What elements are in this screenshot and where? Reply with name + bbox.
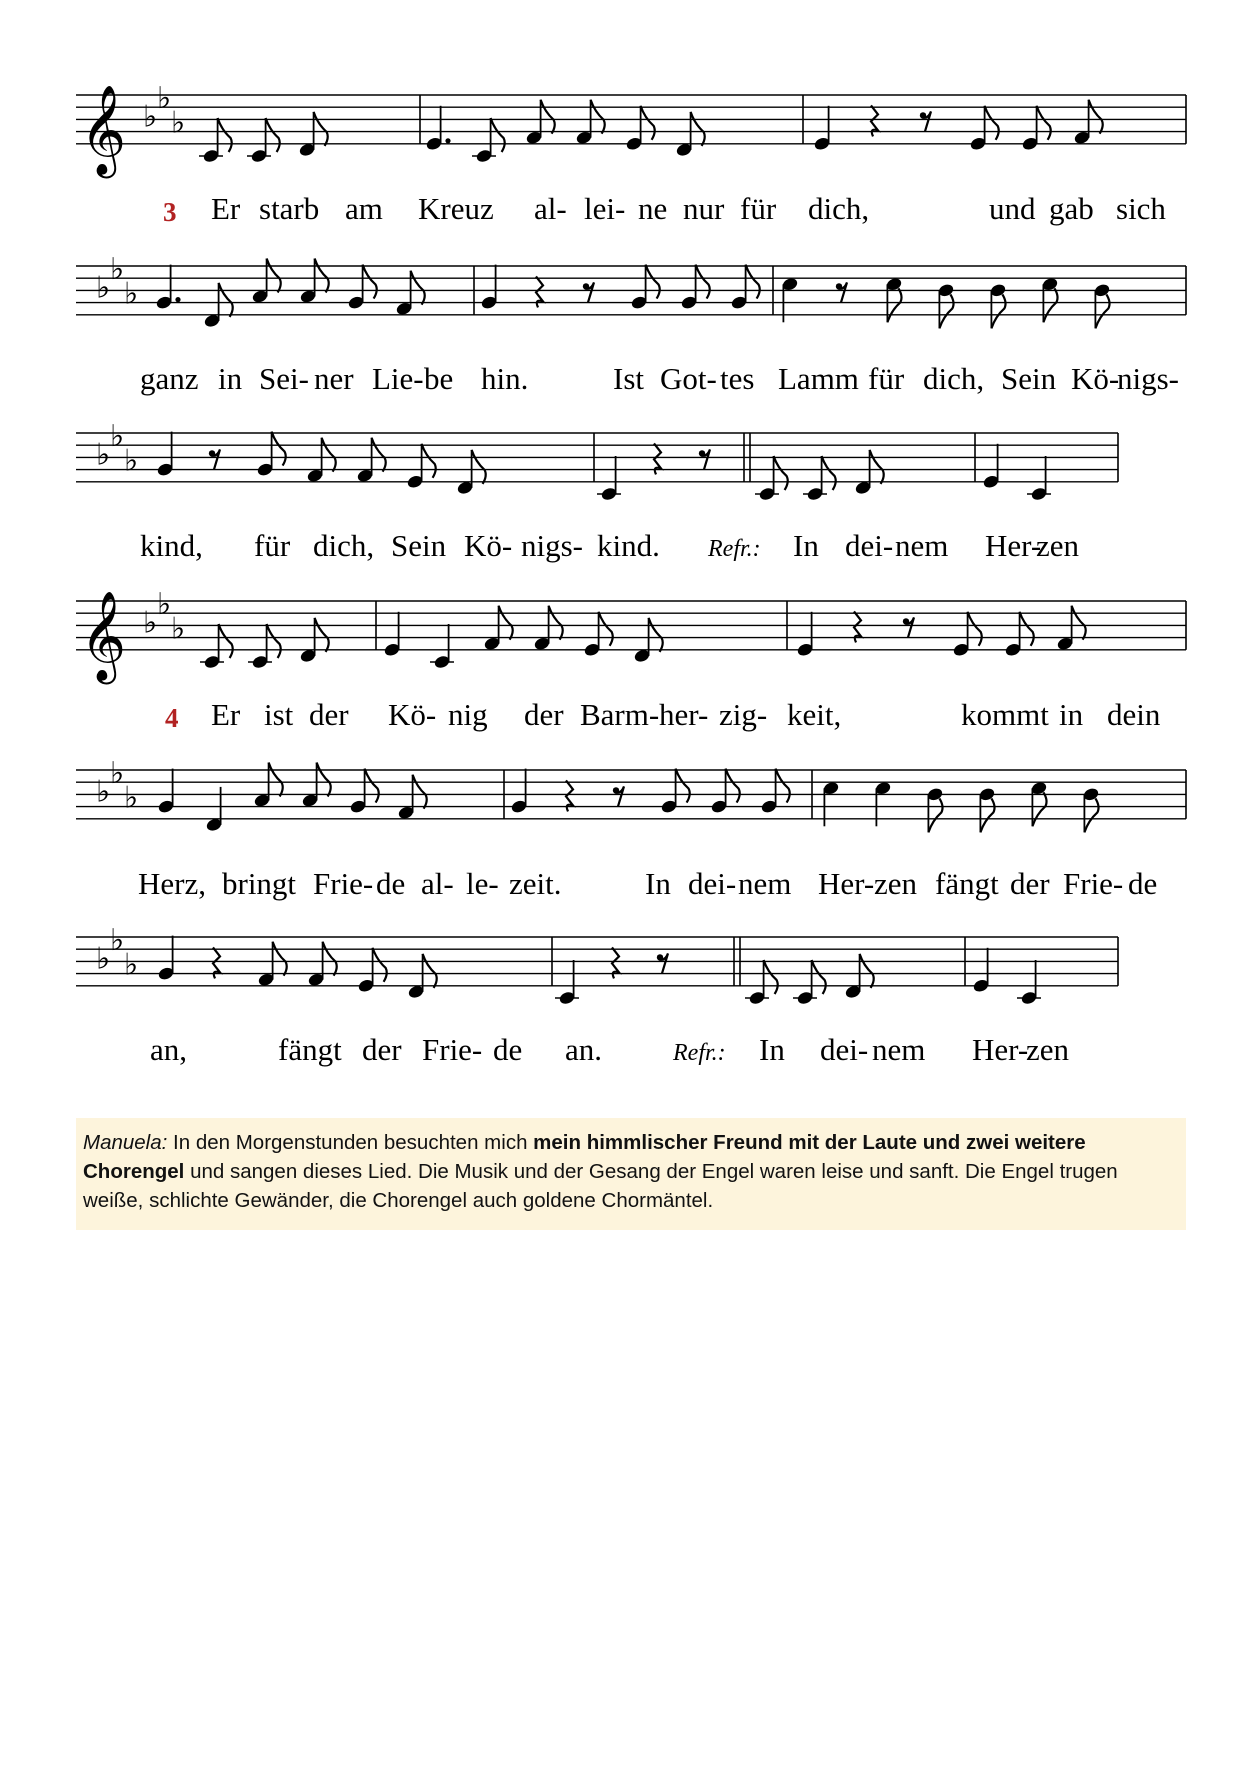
lyric-syllable: Kö- [464, 528, 513, 563]
note-flag [860, 954, 874, 988]
lyric-syllable: Lie- [372, 361, 424, 396]
note-flag [746, 265, 760, 299]
note-flag [985, 106, 999, 140]
lyric-syllable: für [868, 361, 905, 396]
flat-icon: ♭ [143, 605, 158, 641]
flat-icon: ♭ [171, 105, 186, 141]
note-flag [812, 960, 826, 994]
note-flag [676, 769, 690, 803]
lyric-syllable: dich, [808, 191, 870, 226]
note-flag [939, 294, 953, 328]
note-flag [968, 612, 982, 646]
note-flag [1084, 798, 1098, 832]
lyric-syllable: her- [659, 697, 709, 732]
flat-icon: ♭ [157, 81, 172, 117]
lyric-syllable: zen [1026, 1032, 1070, 1067]
lyric-syllable: kommt [961, 697, 1049, 732]
flat-icon: ♭ [143, 99, 158, 135]
note-flag [549, 606, 563, 640]
lyric-syllable: Her- [972, 1032, 1029, 1067]
lyric-syllable: lei- [584, 191, 626, 226]
flat-icon: ♭ [124, 276, 139, 312]
flat-icon: ♭ [157, 587, 172, 623]
note-flag [491, 118, 505, 152]
lyric-syllable: an, [150, 1032, 188, 1067]
lyric-syllable: bringt [222, 866, 297, 901]
note-flag [726, 769, 740, 803]
note-flag [372, 438, 386, 472]
lyric-syllable: Frie- [313, 866, 374, 901]
refrain-label: Refr.: [708, 536, 761, 562]
note-flag [323, 942, 337, 976]
lyric-syllable: nigs- [521, 528, 583, 563]
lyric-syllable: Her- [985, 528, 1042, 563]
lyric-syllable: de [1128, 866, 1158, 901]
note-flag [1020, 612, 1034, 646]
lyric-syllable: Got- [660, 361, 717, 396]
commentary-text: und sangen dieses Lied. Die Musik und der Gesang der Engel waren leise und sanft. Die Engel trugen weiße, schlichte Gewänder, die Chorengel auch goldene Chormäntel. [83, 1160, 1118, 1212]
note-flag [822, 456, 836, 490]
note-flag [696, 265, 710, 299]
lyric-syllable: nur [683, 191, 725, 226]
lyric-syllable: Kö- [388, 697, 437, 732]
lyric-syllable: In [793, 528, 819, 563]
lyric-syllable: der [524, 697, 564, 732]
flat-icon: ♭ [124, 443, 139, 479]
note-flag [764, 960, 778, 994]
note-flag [776, 769, 790, 803]
lyric-syllable: Er [211, 191, 241, 226]
note-flag [267, 259, 281, 293]
note-flag [365, 769, 379, 803]
lyric-syllable: Ist [613, 361, 644, 396]
note-flag [218, 118, 232, 152]
lyric-syllable: für [740, 191, 777, 226]
lyric-syllable: kind. [597, 528, 660, 563]
note-flag [413, 775, 427, 809]
lyrics-line [140, 528, 1080, 563]
refrain-label: Refr.: [673, 1040, 726, 1066]
flat-icon: ♭ [124, 947, 139, 983]
lyric-syllable: sich [1116, 191, 1166, 226]
note-flag [317, 763, 331, 797]
note-flag [928, 798, 942, 832]
lyric-syllable: al- [421, 866, 454, 901]
lyric-syllable: dei- [688, 866, 737, 901]
lyric-syllable: Kreuz [418, 191, 494, 226]
lyric-syllable: zen [1036, 528, 1080, 563]
lyric-syllable: dei- [845, 528, 894, 563]
lyric-syllable: nem [872, 1032, 926, 1067]
lyric-syllable: am [345, 191, 383, 226]
lyric-syllable: Er [211, 697, 241, 732]
lyric-syllable: dei- [820, 1032, 869, 1067]
note-flag [774, 456, 788, 490]
lyric-syllable: de [376, 866, 406, 901]
note-flag [991, 294, 1005, 328]
lyric-syllable: tes [720, 361, 755, 396]
lyric-syllable: dein [1107, 697, 1161, 732]
note-flag [870, 450, 884, 484]
lyric-syllable: fängt [935, 866, 999, 901]
note-flag [219, 283, 233, 317]
lyric-syllable: Sein [391, 528, 447, 563]
note-flag [1089, 100, 1103, 134]
lyric-syllable: be [424, 361, 454, 396]
lyric-syllable: ist [264, 697, 294, 732]
lyric-syllable: In [645, 866, 671, 901]
lyric-syllable: Her- [818, 866, 875, 901]
lyric-syllable: zig- [719, 697, 768, 732]
note-flag [1095, 294, 1109, 328]
flat-icon: ♭ [124, 780, 139, 816]
note-flag [1032, 792, 1046, 826]
lyric-syllable: nigs- [1117, 361, 1179, 396]
note-flag [591, 100, 605, 134]
lyrics-line [211, 697, 1161, 732]
lyric-syllable: keit, [787, 697, 842, 732]
lyric-syllable: kind, [140, 528, 203, 563]
flat-icon: ♭ [96, 437, 111, 473]
lyric-syllable: der [309, 697, 349, 732]
note-flag [472, 450, 486, 484]
lyric-syllable: dich, [923, 361, 985, 396]
lyric-syllable: nem [738, 866, 792, 901]
note-flag [219, 624, 233, 658]
lyric-syllable: Sei- [259, 361, 309, 396]
note-flag [423, 954, 437, 988]
note-flag [1043, 288, 1057, 322]
note-flag [1037, 106, 1051, 140]
flat-icon: ♭ [110, 252, 125, 288]
lyric-syllable: de [493, 1032, 523, 1067]
lyrics-line [140, 361, 1179, 396]
note-flag [641, 106, 655, 140]
lyrics-line [211, 191, 1166, 226]
lyric-syllable: le- [466, 866, 499, 901]
note-flag [411, 271, 425, 305]
lyric-syllable: Kö- [1071, 361, 1120, 396]
note-flag [980, 798, 994, 832]
lyric-syllable: hin. [481, 361, 529, 396]
lyric-syllable: In [759, 1032, 785, 1067]
note-flag [887, 288, 901, 322]
lyric-syllable: der [1010, 866, 1050, 901]
lyric-syllable: nem [895, 528, 949, 563]
note-flag [691, 112, 705, 146]
note-flag [646, 265, 660, 299]
verse-number: 3 [163, 197, 177, 227]
commentary-speaker: Manuela: [83, 1131, 168, 1154]
lyric-syllable: dich, [313, 528, 375, 563]
note-flag [315, 618, 329, 652]
note-flag [363, 265, 377, 299]
flat-icon: ♭ [171, 611, 186, 647]
note-flag [322, 438, 336, 472]
note-flag [315, 259, 329, 293]
note-flag [269, 763, 283, 797]
note-flag [373, 948, 387, 982]
dot [175, 297, 180, 302]
lyric-syllable: Barm- [580, 697, 660, 732]
lyric-syllable: starb [259, 191, 320, 226]
lyric-syllable: nig [448, 697, 488, 732]
lyric-syllable: zen [874, 866, 918, 901]
lyric-syllable: ne [638, 191, 668, 226]
commentary-box [76, 1118, 1186, 1230]
flat-icon: ♭ [110, 923, 125, 959]
lyrics-line [138, 866, 1157, 901]
note-flag [1072, 606, 1086, 640]
note-flag [272, 432, 286, 466]
commentary-text: In den Morgenstunden besuchten mich [167, 1131, 534, 1154]
note-flag [499, 606, 513, 640]
verse-number: 4 [165, 703, 179, 733]
lyric-syllable: Frie- [422, 1032, 483, 1067]
lyric-syllable: in [218, 361, 243, 396]
lyric-syllable: gab [1049, 191, 1094, 226]
note-flag [273, 942, 287, 976]
lyric-syllable: Frie- [1063, 866, 1124, 901]
lyric-syllable: Herz, [138, 866, 206, 901]
lyric-syllable: Lamm [778, 361, 859, 396]
lyric-syllable: ner [314, 361, 354, 396]
flat-icon: ♭ [110, 756, 125, 792]
lyric-syllable: Sein [1001, 361, 1057, 396]
note-flag [267, 624, 281, 658]
note-flag [599, 612, 613, 646]
lyric-syllable: der [362, 1032, 402, 1067]
note-flag [422, 444, 436, 478]
lyric-syllable: an. [565, 1032, 603, 1067]
commentary-bold-text: mein himmlischer Freund mit der Laute und zwei weitere Chorengel [83, 1131, 1086, 1183]
note-flag [266, 118, 280, 152]
lyric-syllable: zeit. [509, 866, 562, 901]
note-flag [649, 618, 663, 652]
treble-clef-icon: 𝄞 [80, 590, 127, 681]
lyric-syllable: al- [534, 191, 567, 226]
flat-icon: ♭ [96, 270, 111, 306]
flat-icon: ♭ [110, 419, 125, 455]
dot [445, 138, 450, 143]
note-flag [541, 100, 555, 134]
lyric-syllable: ganz [140, 361, 199, 396]
lyric-syllable: für [254, 528, 291, 563]
lyric-syllable: in [1059, 697, 1084, 732]
note-flag [314, 112, 328, 146]
flat-icon: ♭ [96, 774, 111, 810]
lyrics-line [150, 1032, 1070, 1067]
lyric-syllable: fängt [278, 1032, 342, 1067]
treble-clef-icon: 𝄞 [80, 84, 127, 175]
flat-icon: ♭ [96, 941, 111, 977]
lyric-syllable: und [989, 191, 1036, 226]
